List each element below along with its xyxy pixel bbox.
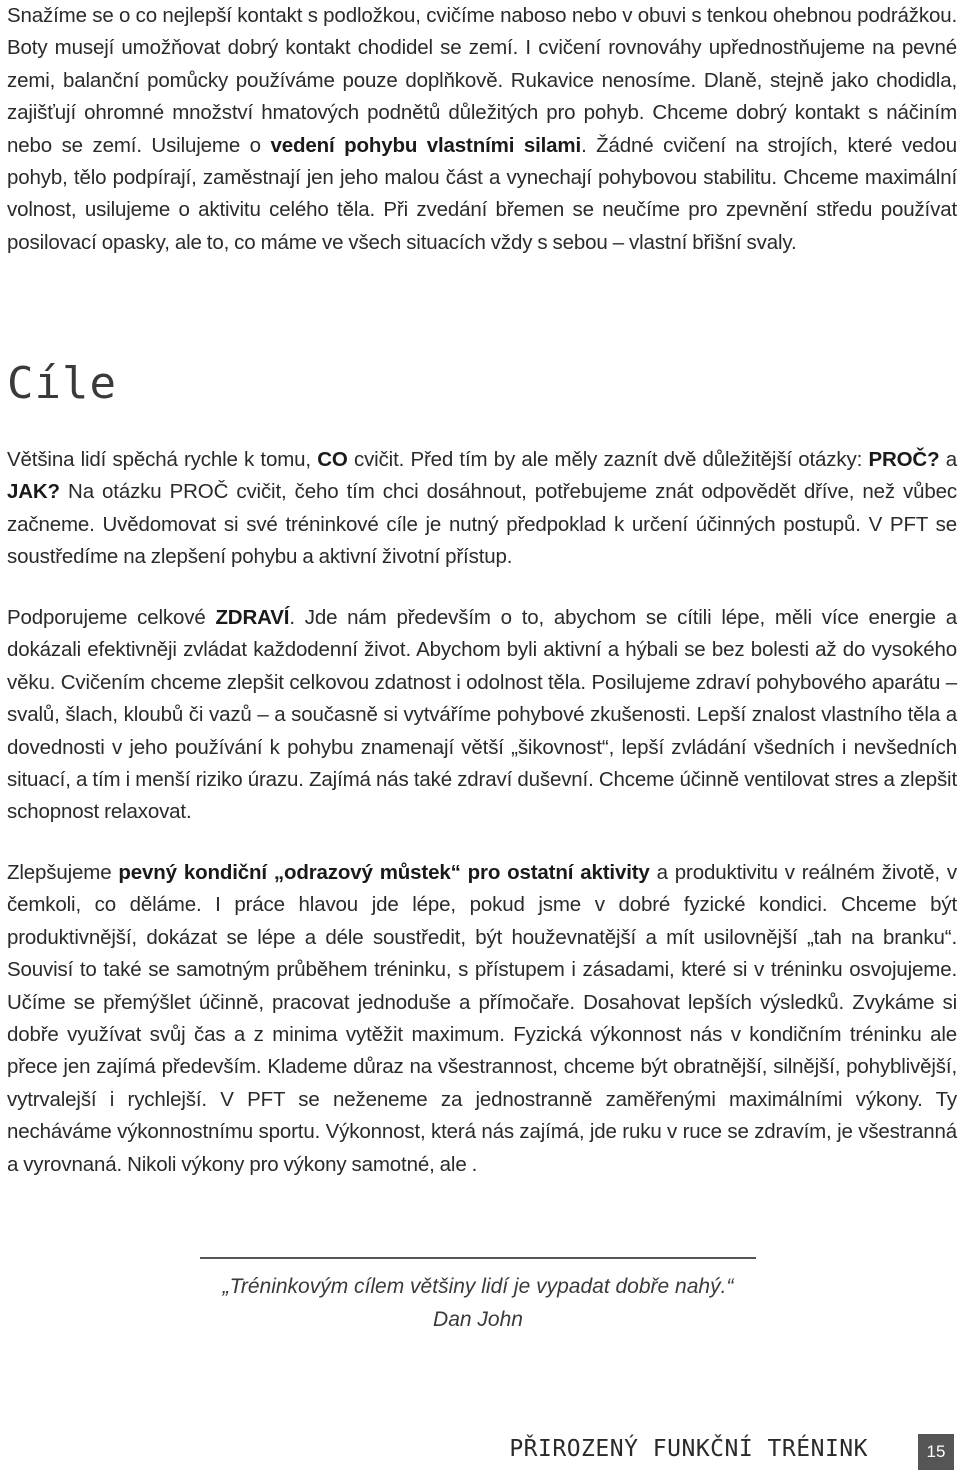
bold-emphasis: ZDRAVÍ (215, 606, 290, 629)
bold-emphasis: CO (317, 448, 348, 471)
bold-emphasis: PROČ? (868, 448, 940, 471)
quote-text: „Tréninkovým cílem většiny lidí je vypadat dobře nahý.“ (222, 1275, 734, 1298)
quote-divider (200, 1257, 756, 1259)
text-run: a produktivitu v reálném životě, v čemkoli, co děláme. I práce hlavou jde lépe, pokud jsme v dobré fyzické kondici. Chceme být produktivnější, dokázat se lépe a déle soustředit, být houževnatější a mít usilovnější „tah na branku“. Souvisí to také se samotným průběhem tréninku, s přístupem i zásadami, které si v tréninku osvojujeme. Učíme se přemýšlet účinně, pracovat jednoduše a přímočaře. Dosahovat lepších výsledků. Zvykáme si dobře využívat svůj čas a z minima vytěžit maximum. Fyzická výkonnost nás v kondičním tréninku ale přece jen zajímá především. Klademe důraz na všestrannost, chceme být obratnější, silnější, pohyblivější, vytrvalejší i rychlejší. V PFT se neženeme za jednostranně zaměřenými maximálními výkony. Ty necháváme výkonnostnímu sportu. Výkonnost, která nás zajímá, jde ruku v ruce se zdravím, je všestranná a vyrovnaná. Nikoli výkony pro výkony samotné, ale (7, 861, 957, 1176)
text-run: Zlepšujeme (7, 861, 119, 884)
text-run: Podporujeme celkové (7, 606, 216, 629)
bold-emphasis: JAK? (7, 480, 60, 504)
bold-emphasis: pevný kondiční „odrazový můstek“ pro ostatní aktivity (118, 861, 650, 884)
text-run: Snažíme se o co nejlepší kontakt s podložkou, cvičíme naboso nebo v obuvi s tenkou ohebnou podrážkou. Boty musejí umožňovat dobrý kontakt chodidel se zemí. I cvičení rovnováhy upřednostňujeme na pevné zemi, balanční pomůcky používáme pouze doplňkově. Rukavice nenosíme. Dlaně, stejně jako chodidla, zajišťují ohromné množství hmatových podnětů důležitých pro pohyb. Chceme dobrý kontakt s náčiním nebo se zemí. Usilujeme o (7, 4, 957, 157)
text-run: . (471, 1152, 478, 1176)
paragraph-goals (7, 444, 957, 574)
footer-book-title: PŘIROZENÝ FUNKČNÍ TRÉNINK (509, 1436, 868, 1462)
text-run: Na otázku PROČ cvičit, čeho tím chci dosáhnout, potřebujeme znát odpovědět dříve, než vůbec začneme. Uvědomovat si své tréninkové cíle je nutný předpoklad k určení účinných postupů. V PFT se soustředíme na zlepšení pohybu a aktivní životní přístup. (7, 480, 957, 569)
text-run: a (939, 448, 957, 471)
text-run: . Žádné cvičení na strojích, které vedou pohyb, tělo podpírají, zaměstnají jen jeho malou část a vynechají pohybovou stabilitu. Chceme maximální volnost, usilujeme o aktivitu celého těla. Při zvedání břemen se neučíme pro zpevnění středu používat posilovací opasky, ale to, co máme ve všech situacích vždy s sebou – vlastní břišní svaly. (7, 133, 957, 254)
quote-block (200, 1270, 756, 1336)
paragraph-contact (7, 0, 957, 259)
paragraph-performance (7, 857, 957, 1181)
section-heading: Cíle (7, 358, 117, 409)
text-run: cvičit. Před tím by ale měly zaznít dvě důležitější otázky: (347, 448, 869, 471)
text-run: . Jde nám především o to, abychom se cítili lépe, měli více energie a dokázali efektivněji zvládat každodenní život. Abychom byli aktivní a hýbali se bez bolesti až do vysokého věku. Cvičením chceme zlepšit celkovou zdatnost i odolnost těla. Posilujeme zdraví pohybového aparátu – svalů, šlach, kloubů či vazů – a současně si vytváříme pohybové zkušenosti. Lepší znalost vlastního těla a dovednosti v jeho používání k pohybu znamenají větší „šikovnost“, lepší zvládání všedních i nevšedních situací, a tím i menší riziko úrazu. Zajímá nás také zdraví duševní. Chceme účinně ventilovat stres a zlepšit schopnost relaxovat. (7, 606, 957, 824)
bold-emphasis: vedení pohybu vlastními silami (270, 133, 582, 157)
page-number-badge: 15 (918, 1434, 954, 1470)
text-run: Většina lidí spěchá rychle k tomu, (7, 448, 318, 471)
quote-author: Dan John (433, 1308, 523, 1331)
paragraph-health (7, 602, 957, 829)
